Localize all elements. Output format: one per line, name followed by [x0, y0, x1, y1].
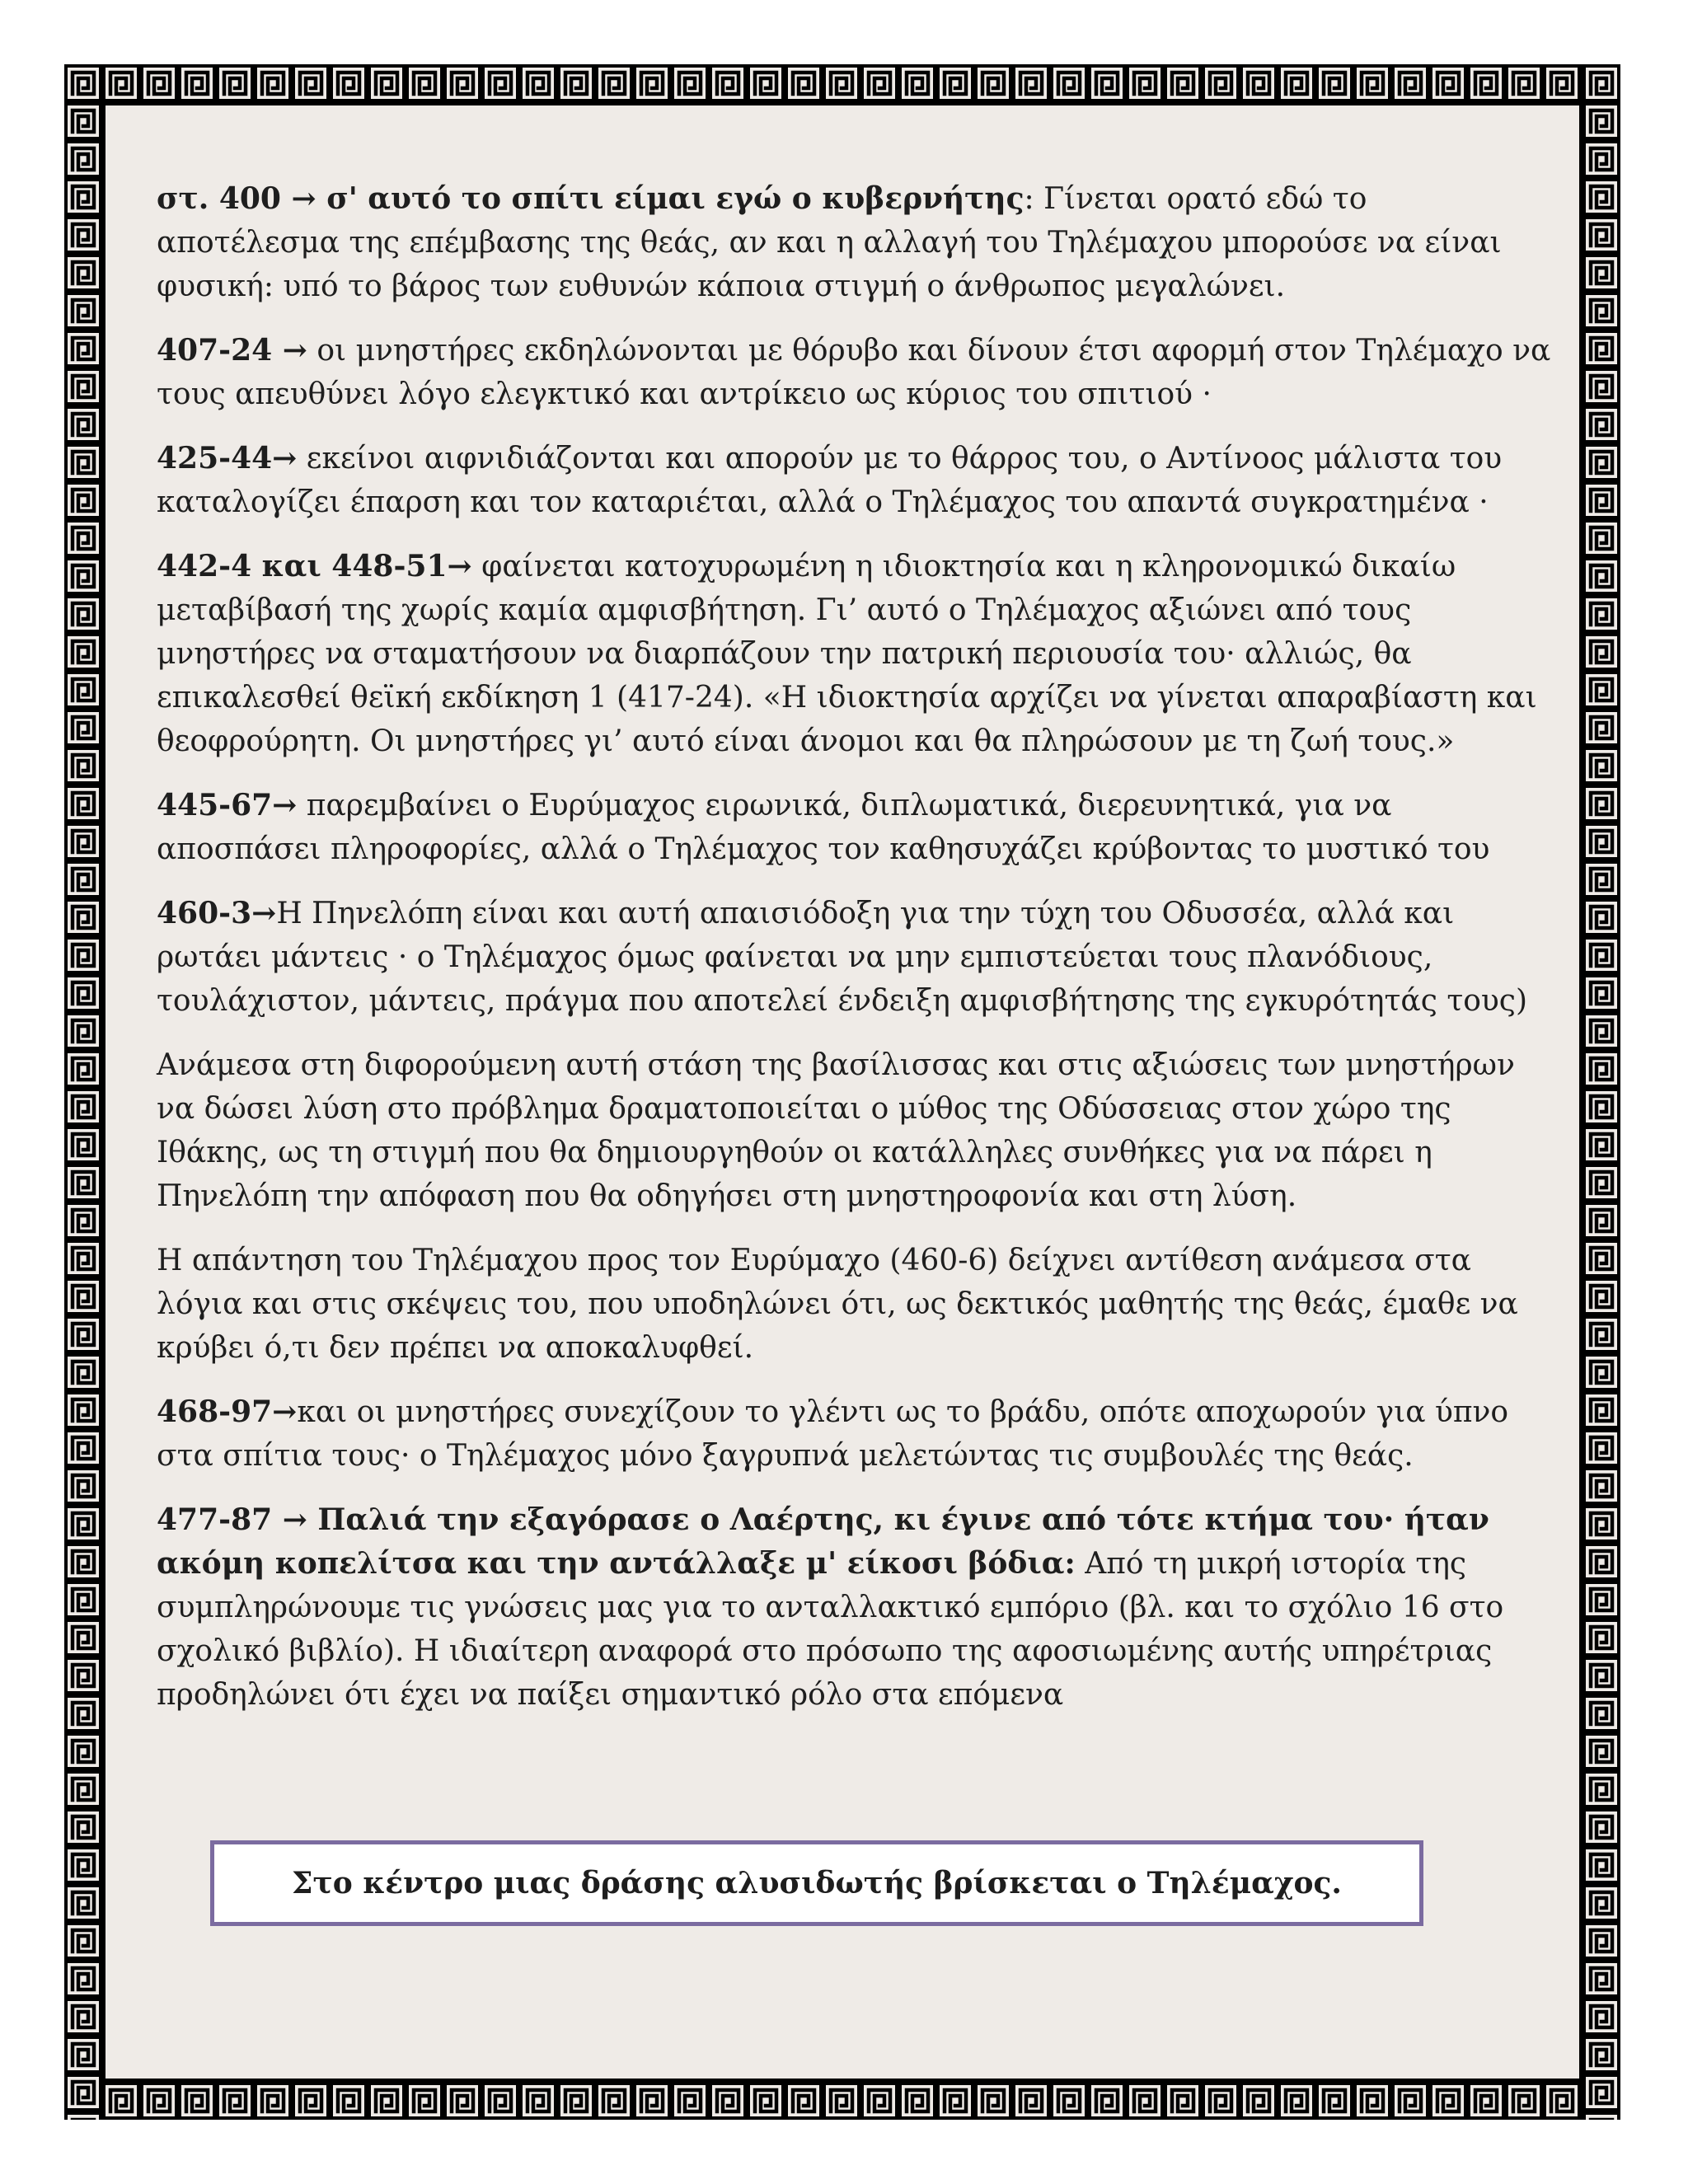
- paragraph-2-lead: 425-44→: [157, 441, 298, 476]
- paragraph-8-lead: 468-97→: [157, 1394, 298, 1429]
- paragraph-6: [157, 1043, 1558, 1218]
- paragraph-4-text: παρεμβαίνει ο Ευρύμαχος ειρωνικά, διπλωματικά, διερευνητικά, για να αποσπάσει πληροφορίες, αλλά ο Τηλέμαχος τον καθησυχάζει κρύβοντας το μυστικό του: [157, 789, 1490, 866]
- paragraph-1: [157, 329, 1558, 416]
- paragraph-4-lead: 445-67→: [157, 788, 298, 823]
- paragraph-6-text: Ανάμεσα στη διφορούμενη αυτή στάση της βασίλισσας και στις αξιώσεις των μνηστήρων να δώσει λύση στο πρόβλημα δραματοποιείται ο μύθος της Οδύσσειας στον χώρο της Ιθάκης, ως τη στιγμή που θα δημιουργηθούν οι κατάλληλες συνθήκες για να πάρει η Πηνελόπη την απόφαση που θα οδηγήσει στη μνηστηροφονία και στη λύση.: [157, 1048, 1515, 1213]
- paragraph-0-lead: στ. 400 → σ' αυτό το σπίτι είμαι εγώ ο κυβερνήτης: [157, 181, 1025, 216]
- paragraph-0-text: : Γίνεται ορατό εδώ το αποτέλεσμα της επέμβασης της θεάς, αν και η αλλαγή του Τηλέμαχου μπορούσε να είναι φυσική: υπό το βάρος των ευθυνών κάποια στιγμή ο άνθρωπος μεγαλώνει.: [157, 182, 1502, 303]
- paragraph-4: [157, 784, 1558, 871]
- paragraph-5-lead: 460-3→: [157, 896, 277, 930]
- paragraph-8: [157, 1390, 1558, 1478]
- paragraph-9: [157, 1498, 1558, 1717]
- paragraph-0: [157, 177, 1558, 308]
- paragraph-3-text: φαίνεται κατοχυρωμένη η ιδιοκτησία και η κληρονομικώ δικαίω μεταβίβασή της χωρίς καμία αμφισβήτηση. Γι’ αυτό ο Τηλέμαχος αξιώνει από τους μνηστήρες να σταματήσουν να διαρπάζουν την πατρική περιουσία του· αλλιώς, θα επικαλεσθεί θεϊκή εκδίκηση 1 (417-24). «Η ιδιοκτησία αρχίζει να γίνεται απαραβίαστη και θεοφρούρητη. Οι μνηστήρες γι’ αυτό είναι άνομοι και θα πληρώσουν με τη ζωή τους.»: [157, 550, 1537, 758]
- paragraph-9-text: Από τη μικρή ιστορία της συμπληρώνουμε τις γνώσεις μας για το ανταλλακτικό εμπόριο (βλ. και το σχόλιο 16 στο σχολικό βιβλίο). Η ιδιαίτερη αναφορά στο πρόσωπο της αφοσιωμένης αυτής υπηρέτριας προδηλώνει ότι έχει να παίξει σημαντικό ρόλο στα επόμενα: [157, 1547, 1504, 1712]
- paragraph-3-lead: 442-4 και 448-51→: [157, 549, 472, 583]
- summary-callout-text: Στο κέντρο μιας δράσης αλυσιδωτής βρίσκεται ο Τηλέμαχος.: [292, 1866, 1342, 1900]
- paragraph-2-text: εκείνοι αιφνιδιάζονται και απορούν με το θάρρος του, ο Αντίνοος μάλιστα του καταλογίζει έπαρση και τον καταριέται, αλλά ο Τηλέμαχος του απαντά συγκρατημένα ·: [157, 442, 1503, 519]
- greek-key-border-top: [64, 64, 1620, 102]
- summary-callout-box: [210, 1840, 1423, 1926]
- paragraph-1-text: οι μνηστήρες εκδηλώνονται με θόρυβο και δίνουν έτσι αφορμή στον Τηλέμαχο να τους απευθύνει λόγο ελεγκτικό και αντρίκειο ως κύριος του σπιτιού ·: [157, 334, 1551, 411]
- paragraph-5: [157, 892, 1558, 1023]
- paragraph-7-text: Η απάντηση του Τηλέμαχου προς τον Ευρύμαχο (460-6) δείχνει αντίθεση ανάμεσα στα λόγια και στις σκέψεις του, που υποδηλώνει ότι, ως δεκτικός μαθητής της θεάς, έμαθε να κρύβει ό,τι δεν πρέπει να αποκαλυφθεί.: [157, 1244, 1518, 1365]
- document-body: [157, 177, 1558, 1737]
- paragraph-9-lead: 477-87 → Παλιά την εξαγόρασε ο Λαέρτης, κι έγινε από τότε κτήμα του· ήταν ακόμη κοπελίτσα και την αντάλλαξε μ' είκοσι βόδια:: [157, 1502, 1489, 1581]
- paragraph-7: [157, 1239, 1558, 1370]
- greek-key-border-left: [64, 64, 102, 2120]
- greek-key-border-right: [1582, 64, 1620, 2120]
- paragraph-1-lead: 407-24 →: [157, 333, 307, 368]
- paragraph-5-text: Η Πηνελόπη είναι και αυτή απαισιόδοξη για την τύχη του Οδυσσέα, αλλά και ρωτάει μάντεις · ο Τηλέμαχος όμως φαίνεται να μην εμπιστεύεται τους πλανόδιους, τουλάχιστον, μάντεις, πράγμα που αποτελεί ένδειξη αμφισβήτησης της εγκυρότητάς τους): [157, 897, 1527, 1018]
- paragraph-2: [157, 437, 1558, 524]
- paragraph-3: [157, 545, 1558, 763]
- greek-key-border-bottom: [64, 2082, 1620, 2120]
- paragraph-8-text: και οι μνηστήρες συνεχίζουν το γλέντι ως το βράδυ, οπότε αποχωρούν για ύπνο στα σπίτια τους· ο Τηλέμαχος μόνο ξαγρυπνά μελετώντας τις συμβουλές της θεάς.: [157, 1395, 1509, 1473]
